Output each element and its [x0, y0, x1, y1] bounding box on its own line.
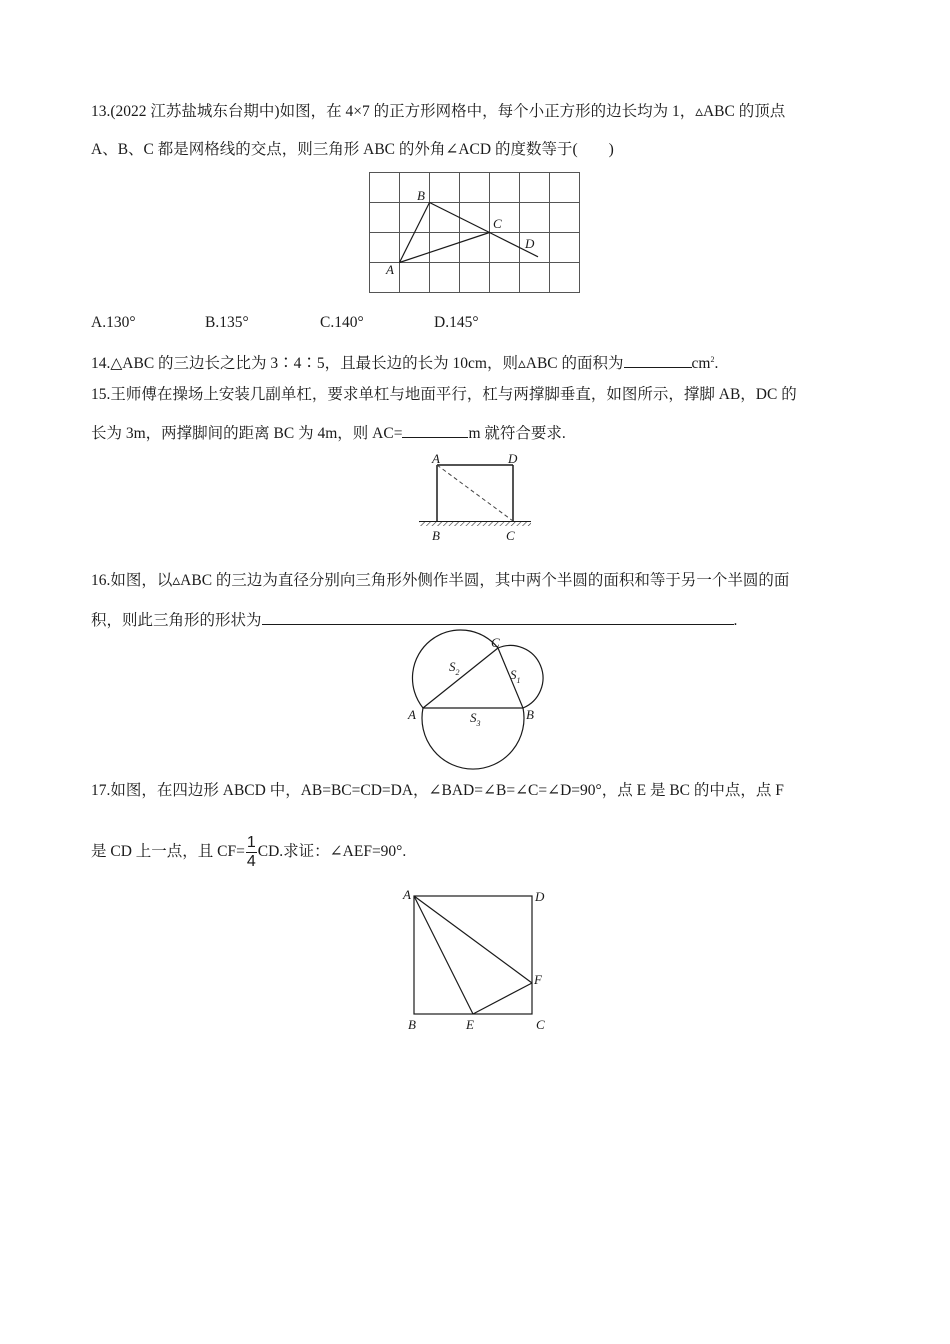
q17-line1: 17.如图，在四边形 ABCD 中，AB=BC=CD=DA，∠BAD=∠B=∠C=∠D=90°，点 E 是 BC 的中点，点 F — [91, 782, 784, 799]
q15-text: 长为 3m，两撑脚间的距离 BC 为 4m，则 AC= — [91, 425, 403, 442]
q13-line2: A、B、C 都是网格线的交点，则三角形 ABC 的外角∠ACD 的度数等于( ) — [91, 141, 614, 158]
option-c[interactable]: C.140° — [320, 314, 364, 331]
q17-text-after: CD.求证：∠AEF=90°. — [257, 843, 407, 860]
grid-lines — [370, 173, 580, 293]
label-c: C — [536, 1017, 545, 1032]
segment-af — [414, 896, 532, 983]
label-a: A — [408, 707, 416, 722]
segment-ef — [473, 983, 532, 1014]
q16-line1: 16.如图，以▵ABC 的三边为直径分别向三角形外侧作半圆，其中两个半圆的面积和等于另一个半圆的面 — [91, 572, 790, 589]
q14-end: . — [714, 355, 719, 373]
label-f: F — [534, 972, 542, 987]
q17-text: 是 CD 上一点，且 CF= — [91, 843, 245, 860]
label-b: B — [417, 188, 425, 203]
label-d: D — [535, 889, 545, 904]
square-abcd — [414, 896, 532, 1014]
q15-line2 — [91, 422, 566, 444]
frac-denominator: 4 — [246, 852, 256, 870]
q14-unit-exponent: 2 — [710, 355, 715, 364]
label-c: C — [493, 216, 502, 231]
q17-square-figure — [398, 882, 558, 1037]
q14-line — [91, 350, 718, 374]
diagonal-ac — [437, 465, 513, 521]
q15-text-after: m 就符合要求. — [468, 425, 566, 442]
q14-unit: cm — [691, 355, 711, 373]
label-a: A — [432, 451, 440, 466]
label-e: E — [466, 1017, 474, 1032]
frac-numerator: 1 — [246, 833, 256, 851]
label-c: C — [506, 528, 515, 543]
option-d[interactable]: D.145° — [434, 314, 479, 331]
label-d: D — [508, 451, 518, 466]
q16-semicircle-figure — [400, 635, 550, 765]
q16-text: 积，则此三角形的形状为 — [91, 612, 262, 629]
label-s2: $S_2$ — [449, 659, 460, 677]
q16-answer-blank[interactable] — [262, 609, 734, 625]
q13-grid-figure — [369, 172, 581, 294]
q14-text: 14.△ABC 的三边长之比为 3∶4∶5，且最长边的长为 10cm，则▵ABC 的面积为 — [91, 355, 624, 373]
label-b: B — [526, 707, 534, 722]
segment-ae — [414, 896, 473, 1014]
q16-line2 — [91, 609, 737, 631]
label-a: A — [386, 262, 394, 277]
label-a: A — [403, 887, 411, 902]
q16-text-after: . — [733, 612, 738, 629]
q15-bar-figure — [416, 451, 536, 546]
fraction-one-quarter — [246, 834, 257, 871]
q13-line1: 13.(2022 江苏盐城东台期中)如图，在 4×7 的正方形网格中，每个小正方形的边长均为 1，▵ABC 的顶点 — [91, 103, 786, 120]
q15-line1: 15.王师傅在操场上安装几副单杠，要求单杠与地面平行，杠与两撑脚垂直，如图所示，撑脚 AB，DC 的 — [91, 386, 797, 403]
label-b: B — [432, 528, 440, 543]
q15-answer-blank[interactable] — [402, 422, 468, 438]
q14-answer-blank[interactable] — [624, 352, 692, 368]
label-b: B — [408, 1017, 416, 1032]
label-d: D — [525, 236, 535, 251]
side-ac — [423, 648, 498, 708]
label-c: C — [491, 635, 500, 650]
label-s1: $S_1$ — [510, 667, 521, 685]
label-s3: $S_3$ — [470, 710, 481, 728]
option-a[interactable]: A.130° — [91, 314, 136, 331]
q17-line2 — [91, 832, 406, 872]
option-b[interactable]: B.135° — [205, 314, 249, 331]
